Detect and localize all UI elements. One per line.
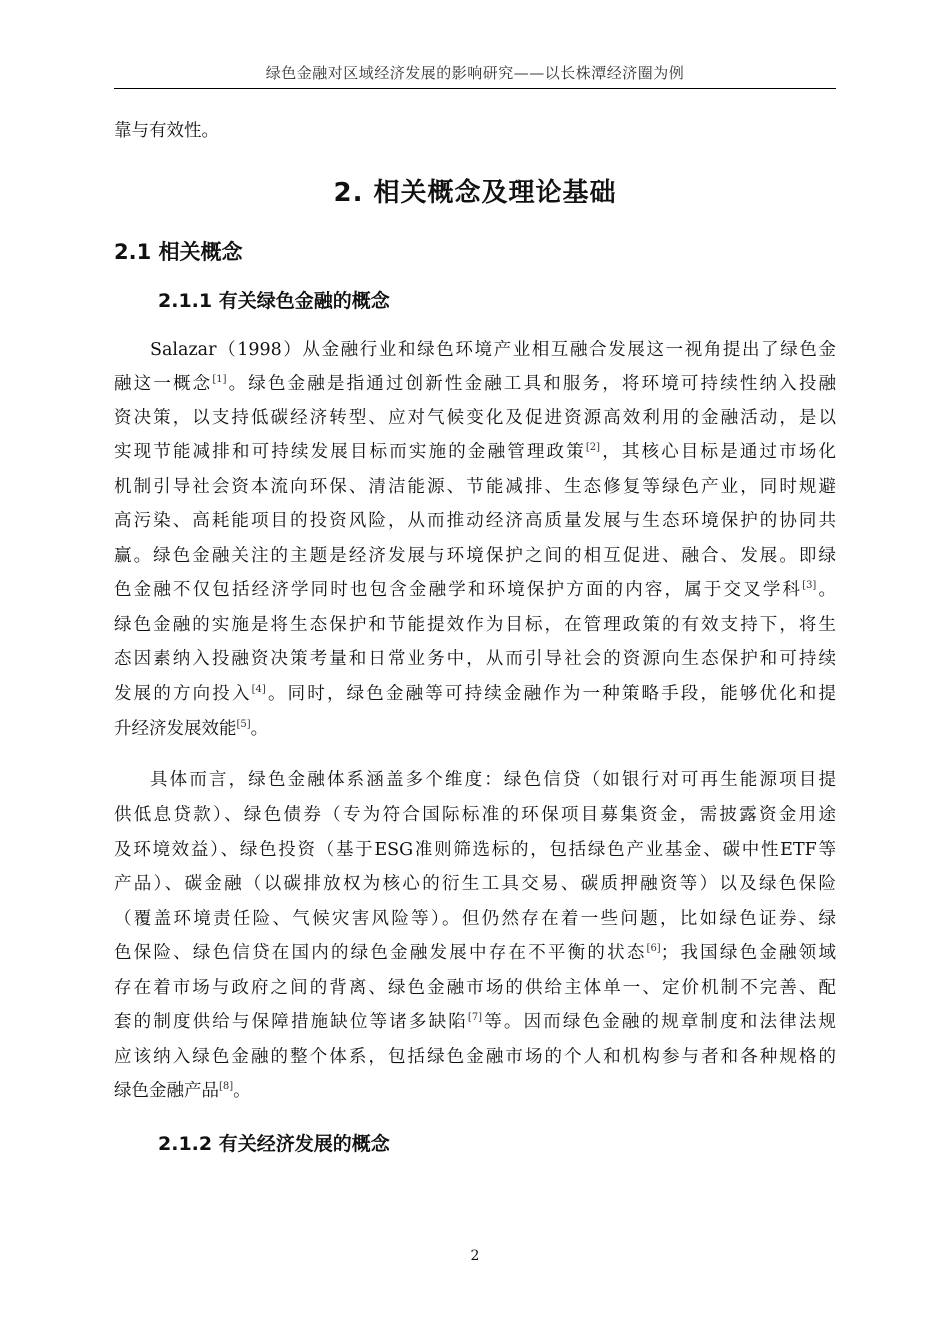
- subsection-title-economic-development: 2.1.2 有关经济发展的概念: [158, 1133, 390, 1155]
- chapter-title: 2. 相关概念及理论基础: [333, 178, 617, 208]
- paragraph-line: 及环境效益）、绿色投资（基于ESG准则筛选标的，包括绿色产业基金、碳中性ETF等: [114, 840, 836, 860]
- paragraph-line: 高污染、高耗能项目的投资风险，从而推动经济高质量发展与生态环境保护的协同共: [114, 511, 836, 531]
- paragraph-line: 融这一概念[1]。绿色金融是指通过创新性金融工具和服务，将环境可持续性纳入投融: [114, 374, 837, 394]
- paragraph-line: 升经济发展效能[5]。: [114, 719, 269, 739]
- citation-ref[interactable]: [8]: [219, 1081, 234, 1092]
- paragraph-line: 色金融不仅包括经济学同时也包含金融学和环境保护方面的内容，属于交叉学科[3]。: [114, 580, 837, 600]
- citation-ref[interactable]: [5]: [236, 719, 251, 730]
- page-number: 2: [470, 1248, 480, 1264]
- citation-ref[interactable]: [1]: [212, 374, 227, 385]
- paragraph-line: 具体而言，绿色金融体系涵盖多个维度：绿色信贷（如银行对可再生能源项目提: [150, 770, 836, 790]
- paragraph-line: 赢。绿色金融关注的主题是经济发展与环境保护之间的相互促进、融合、发展。即绿: [114, 546, 836, 566]
- paragraph-line: 机制引导社会资本流向环保、清洁能源、节能减排、生态修复等绿色产业，同时规避: [114, 477, 836, 497]
- paragraph-line: 绿色金融产品[8]。: [114, 1081, 251, 1101]
- citation-ref[interactable]: [3]: [802, 580, 817, 591]
- paragraph-line: （覆盖环境责任险、气候灾害风险等）。但仍然存在着一些问题，比如绿色证券、绿: [114, 909, 836, 929]
- section-title: 2.1 相关概念: [114, 240, 243, 264]
- paragraph-line: 实现节能减排和可持续发展目标而实施的金融管理政策[2]，其核心目标是通过市场化: [114, 442, 837, 462]
- citation-ref[interactable]: [2]: [585, 442, 601, 453]
- header-rule: [114, 88, 836, 89]
- paragraph-line: Salazar（1998）从金融行业和绿色环境产业相互融合发展这一视角提出了绿色金: [150, 340, 836, 360]
- paragraph-line: 产品）、碳金融（以碳排放权为核心的衍生工具交易、碳质押融资等）以及绿色保险: [114, 874, 836, 894]
- citation-ref[interactable]: [6]: [646, 943, 661, 954]
- running-header: 绿色金融对区域经济发展的影响研究——以长株潭经济圈为例: [265, 64, 685, 82]
- continuation-text: 靠与有效性。: [114, 121, 219, 141]
- paragraph-line: 色保险、绿色信贷在国内的绿色金融发展中存在不平衡的状态[6]；我国绿色金融领域: [114, 943, 837, 963]
- subsection-title-green-finance: 2.1.1 有关绿色金融的概念: [158, 290, 390, 312]
- paragraph-line: 应该纳入绿色金融的整个体系，包括绿色金融市场的个人和机构参与者和各种规格的: [114, 1047, 836, 1067]
- paragraph-line: 资决策，以支持低碳经济转型、应对气候变化及促进资源高效利用的金融活动，是以: [114, 408, 836, 428]
- paragraph-line: 套的制度供给与保障措施缺位等诸多缺陷[7]等。因而绿色金融的规章制度和法律法规: [114, 1012, 837, 1032]
- paragraph-line: 发展的方向投入[4]。同时，绿色金融等可持续金融作为一种策略手段，能够优化和提: [114, 684, 837, 704]
- citation-ref[interactable]: [4]: [251, 684, 266, 695]
- paragraph-line: 绿色金融的实施是将生态保护和节能提效作为目标，在管理政策的有效支持下，将生: [114, 615, 836, 635]
- paragraph-line: 态因素纳入投融资决策考量和日常业务中，从而引导社会的资源向生态保护和可持续: [114, 649, 836, 669]
- citation-ref[interactable]: [7]: [467, 1012, 483, 1023]
- paragraph-line: 存在着市场与政府之间的背离、绿色金融市场的供给主体单一、定价机制不完善、配: [114, 978, 836, 998]
- paragraph-line: 供低息贷款）、绿色债券（专为符合国际标准的环保项目募集资金，需披露资金用途: [114, 805, 836, 825]
